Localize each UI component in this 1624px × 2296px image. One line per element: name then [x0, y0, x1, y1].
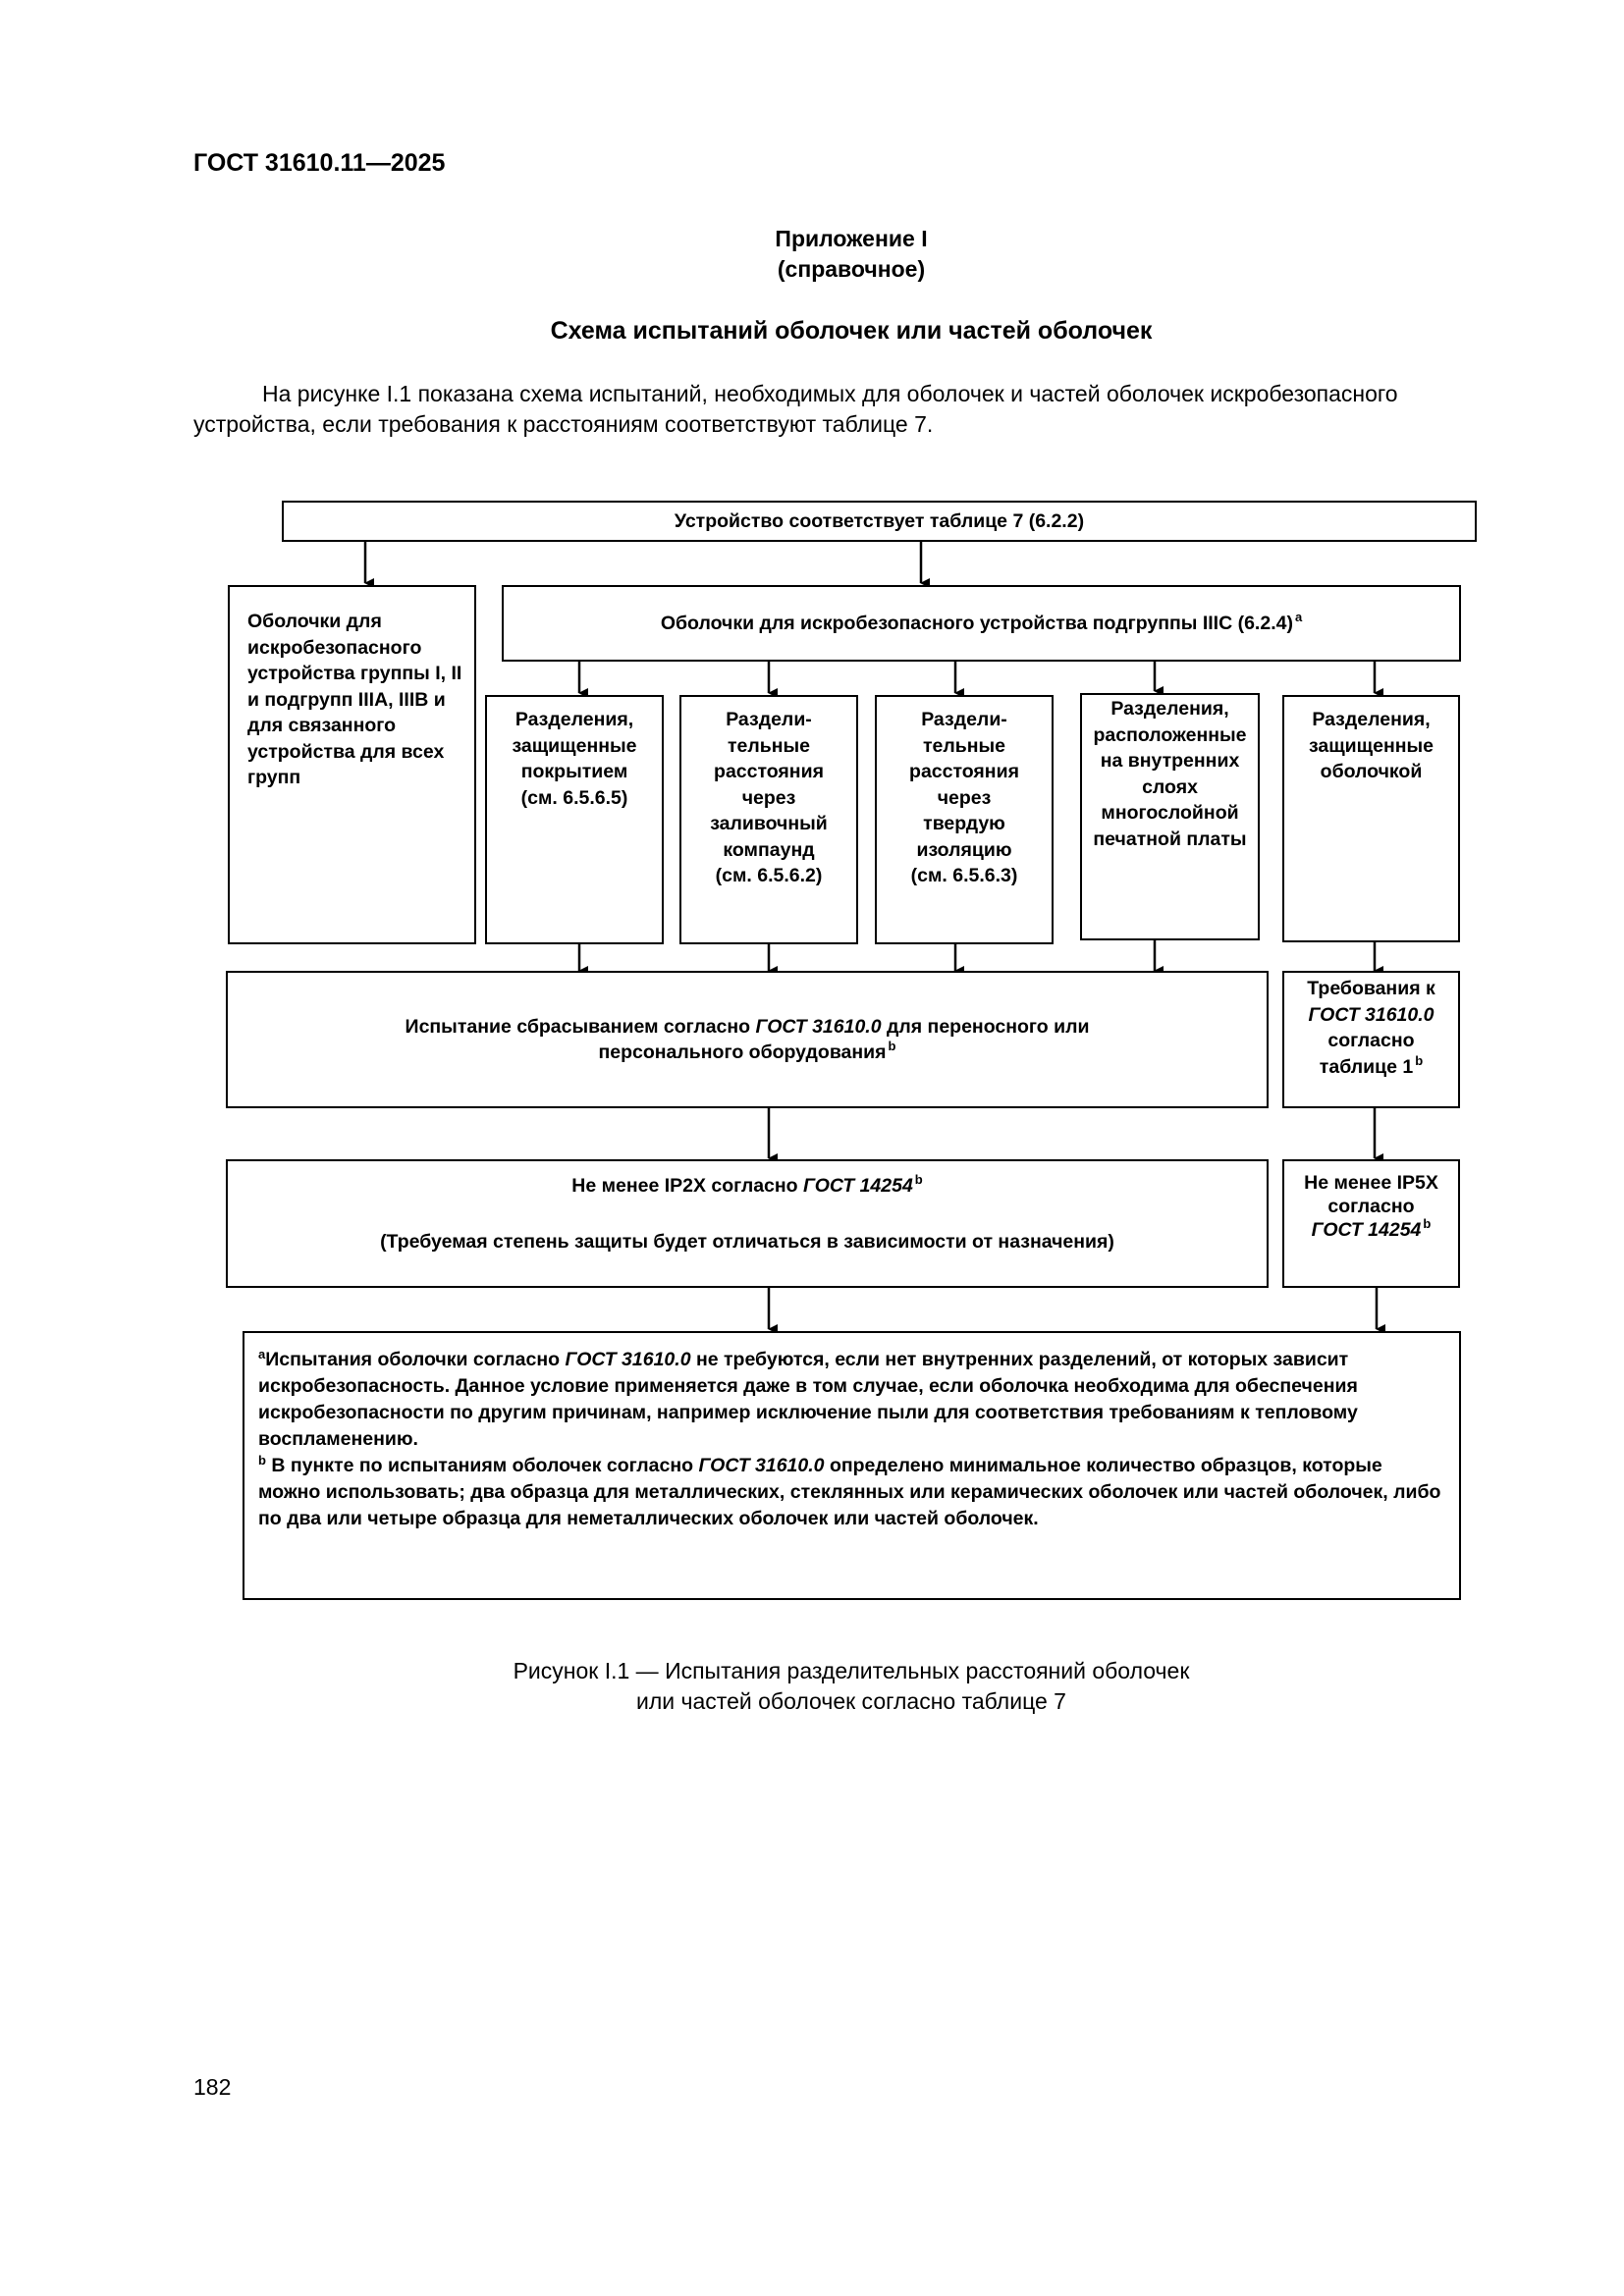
col4-line: слоях: [1142, 775, 1198, 798]
col3-line: изоляцию: [916, 838, 1012, 861]
annex-subtitle: (справочное): [777, 256, 926, 282]
footnote-b-text: определено минимальное количество образцов, которые можно использовать; два образца для металлических, стеклянных или керамических оболочек или частей оболочек, либо по два или четыре образца для неметаллических оболочек или частей оболочек.: [258, 1455, 1441, 1529]
col4-line: печатной платы: [1093, 828, 1247, 850]
col1-line: защищенные: [512, 734, 637, 757]
box-device-table7-text: Устройство соответствует таблице 7 (6.2.2): [674, 509, 1085, 532]
col3-line: твердую: [923, 813, 1005, 834]
drop-test-std: ГОСТ 31610.0: [755, 1015, 882, 1038]
ip5x-line: согласно: [1327, 1196, 1415, 1217]
box-col-enclosure: [1282, 695, 1460, 942]
col3-line: (см. 6.5.6.3): [910, 865, 1018, 886]
footnote-b-std: ГОСТ 31610.0: [698, 1455, 825, 1476]
col2-line: заливочный: [710, 813, 828, 834]
ip2x-line1: [228, 1173, 1267, 1200]
col4-line: Разделения,: [1110, 698, 1229, 720]
col2-line: (см. 6.5.6.2): [715, 865, 823, 886]
box-drop-test: [226, 971, 1269, 1108]
drop-test-line2: [406, 1040, 1090, 1066]
section-title: Схема испытаний оболочек или частей оболочек: [550, 317, 1153, 345]
box-groups-I-II-IIIA-IIIB: [228, 585, 476, 944]
col1-line: Разделения,: [514, 709, 634, 730]
box-iiic-text: Оболочки для искробезопасного устройства подгруппы IIIC (6.2.4): [660, 612, 1293, 634]
col2-line: компаунд: [723, 838, 815, 861]
ip5x-line: Не менее IP5X: [1304, 1172, 1438, 1194]
box-col-coating: [485, 695, 664, 944]
col5-line: защищенные: [1308, 734, 1435, 757]
figure-caption-line1: Рисунок I.1 — Испытания разделительных расстояний оболочек: [513, 1658, 1190, 1683]
figure-caption: [0, 1656, 1624, 1717]
figure-caption-line2: или частей оболочек согласно таблице 7: [636, 1688, 1066, 1714]
footnote-b-ref: b: [1423, 1216, 1432, 1231]
col2-line: расстояния: [714, 761, 824, 782]
req-std: ГОСТ 31610.0: [1308, 1003, 1435, 1026]
box-col-compound: [679, 695, 858, 944]
ip2x-text: Не менее IP2X согласно: [571, 1175, 798, 1197]
ip5x-line: [1284, 1218, 1458, 1242]
col3-line: Раздели-: [921, 709, 1007, 730]
footnote-b-ref: b: [914, 1172, 923, 1187]
footnote-a-ref: a: [1294, 609, 1303, 624]
footnote-b-ref: b: [888, 1039, 896, 1053]
req-text: таблице 1: [1319, 1055, 1414, 1078]
footnote-b-ref: b: [1415, 1052, 1424, 1068]
drop-test-text: персонального оборудования: [598, 1041, 887, 1063]
col4-line: на внутренних: [1100, 750, 1240, 772]
annex-title: Приложение I: [775, 226, 928, 251]
box-device-table7: [282, 501, 1477, 542]
footnote-a: [258, 1347, 1441, 1453]
document-header: ГОСТ 31610.11—2025: [193, 149, 446, 177]
box-col-pcb-layers: [1080, 693, 1260, 940]
col2-line: тельные: [727, 734, 811, 757]
box-col-solid-insulation: [875, 695, 1054, 944]
col3-line: через: [937, 786, 992, 809]
footnote-a-mark: a: [258, 1347, 266, 1362]
box-ip2x: [226, 1159, 1269, 1288]
drop-test-text: для переносного или: [886, 1015, 1090, 1038]
box-footnotes: [243, 1331, 1461, 1600]
footnote-a-text: Испытания оболочки согласно: [265, 1349, 561, 1370]
col2-line: через: [741, 786, 796, 809]
ip2x-std: ГОСТ 14254: [803, 1175, 913, 1197]
footnote-b-text: В пункте по испытаниям оболочек согласно: [271, 1455, 694, 1476]
footnote-a-std: ГОСТ 31610.0: [565, 1349, 691, 1370]
box-groups-text: Оболочки для искробезопасного устройства группы I, II и подгрупп IIIA, IIIB и для связанного устройства для всех групп: [247, 611, 462, 788]
col3-line: расстояния: [909, 761, 1019, 782]
req-line: [1284, 1054, 1458, 1081]
page-number: 182: [193, 2074, 232, 2100]
req-line: согласно: [1327, 1030, 1415, 1051]
req-line: Требования к: [1307, 978, 1435, 999]
ip2x-line2: (Требуемая степень защиты будет отличаться в зависимости от назначения): [380, 1230, 1114, 1253]
col5-line: Разделения,: [1312, 709, 1431, 730]
box-ip5x: [1282, 1159, 1460, 1288]
footnote-a-text: не требуются, если нет внутренних разделений, от которых зависит искробезопасность. Данное условие применяется даже в том случае, если оболочка необходима для обеспечения искробезопасности по другим причинам, например исключение пыли для соответствия требованиям к тепловому воспламенению.: [258, 1349, 1358, 1450]
footnote-b: [258, 1453, 1441, 1532]
col2-line: Раздели-: [726, 709, 812, 730]
col4-line: расположенные: [1093, 723, 1247, 746]
footnote-b-mark: b: [258, 1453, 266, 1468]
intro-paragraph: На рисунке I.1 показана схема испытаний, необходимых для оболочек и частей оболочек искробезопасного устройства, если требования к расстояниям соответствуют таблице 7.: [193, 381, 1398, 437]
col5-line: оболочкой: [1320, 761, 1423, 782]
box-iiic: [502, 585, 1461, 662]
ip5x-std: ГОСТ 14254: [1311, 1219, 1422, 1241]
col1-line: (см. 6.5.6.5): [520, 786, 628, 809]
col1-line: покрытием: [520, 761, 628, 782]
drop-test-text: Испытание сбрасыванием согласно: [405, 1015, 751, 1038]
col4-line: многослойной: [1101, 802, 1239, 824]
col3-line: тельные: [922, 734, 1006, 757]
drop-test-line1: [406, 1014, 1090, 1041]
box-requirements-table1: [1282, 971, 1460, 1108]
